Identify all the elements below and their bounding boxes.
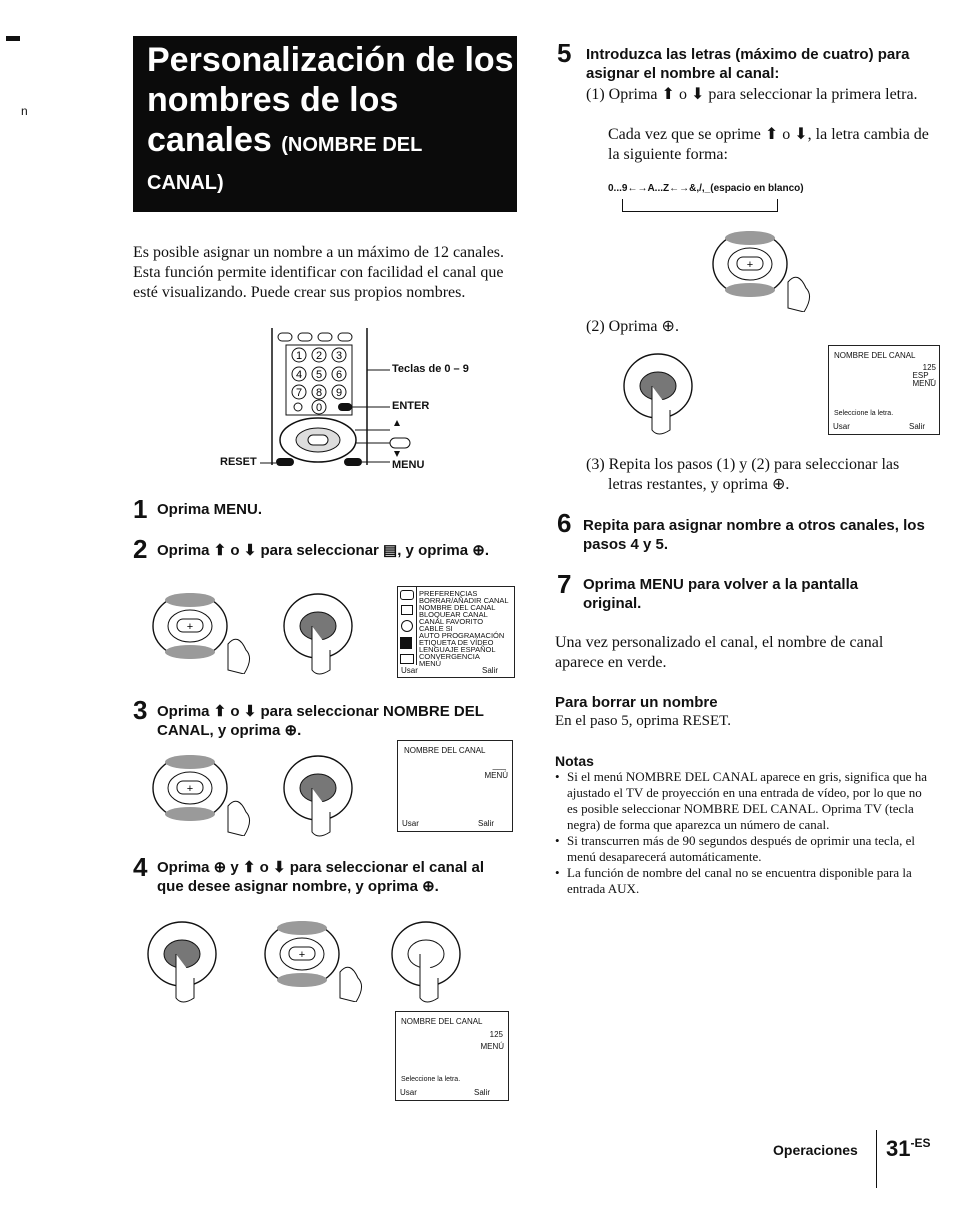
step-4-text: Oprima ⊕ y ⬆ o ⬇ para seleccionar el canal al que desee asignar nombre, y oprima ⊕. <box>157 859 485 895</box>
step-1-number: 1 <box>133 494 148 524</box>
menu-footer-left: Usar <box>401 666 418 675</box>
label-reset: RESET <box>220 456 257 468</box>
svg-text:5: 5 <box>315 369 323 381</box>
pad-up-down-icon <box>710 228 830 312</box>
screen-hint: Seleccione la letra. <box>401 1076 461 1083</box>
step-5-text: Introduzca las letras (máximo de cuatro) para asignar el nombre al canal: <box>586 46 910 82</box>
intro-text: Es posible asignar un nombre a un máximo de 12 canales. Esta función permite identificar con facilidad el canal que esté visualizando. Puede crear sus propios nombres. <box>133 244 505 301</box>
step-7-text: Oprima MENU para volver a la pantalla original. <box>583 576 859 612</box>
letter-sequence: 0...9←→A...Z←→&,/,_(espacio en blanco) <box>608 183 804 194</box>
page-title <box>147 40 517 165</box>
note-item: • Si transcurren más de 90 segundos después de oprimir una tecla, el menú desaparecerá automáticamente. <box>555 833 935 865</box>
title-sub: (NOMBRE DEL <box>281 134 423 156</box>
screen-footer-right: Salir <box>908 422 925 431</box>
remote-illustration <box>220 325 490 475</box>
step-3-number: 3 <box>133 695 148 725</box>
svg-text:+: + <box>186 783 194 795</box>
menu-item[interactable]: BORRAR/AÑADIR CANAL <box>419 596 509 605</box>
name-screen-step4 <box>395 1011 509 1101</box>
step-4-number: 4 <box>133 852 148 882</box>
menu-item[interactable]: AUTO PROGRAMACIÓN <box>419 631 505 640</box>
footer-section: Operaciones <box>773 1142 858 1158</box>
screen-channel: 125 <box>922 363 936 372</box>
step-5-number: 5 <box>557 38 572 68</box>
step-5-sub3: (3) Repita los pasos (1) y (2) para seleccionar las letras restantes, y oprima ⊕. <box>586 456 900 493</box>
notes-list <box>555 769 935 897</box>
note-item: • La función de nombre del canal no se encuentra disponible para la entrada AUX. <box>555 865 935 897</box>
screen-footer-right: Salir <box>473 1088 490 1097</box>
screen-title: NOMBRE DEL CANAL <box>401 1017 483 1026</box>
label-menu: MENU <box>392 459 425 471</box>
pad-up-down-icon <box>150 590 270 674</box>
step-5-sub2: (2) Oprima ⊕. <box>586 318 679 335</box>
screen-value: ___ <box>492 761 506 770</box>
svg-text:8: 8 <box>315 387 323 399</box>
title-main: Personalización de los nombres de los canales <box>147 41 514 159</box>
menu-item[interactable]: CANAL FAVORITO <box>419 617 484 626</box>
title-sub-2: CANAL) <box>147 172 224 194</box>
margin-bar <box>6 36 20 41</box>
label-keys: Teclas de 0 – 9 <box>392 363 469 375</box>
screen-menu: MENÚ <box>480 1042 504 1051</box>
menu-icon-column <box>398 587 417 665</box>
screen-title: NOMBRE DEL CANAL <box>834 351 916 360</box>
menu-item[interactable]: ETIQUETA DE VÍDEO <box>419 638 494 647</box>
screen-footer-left: Usar <box>402 819 419 828</box>
pad-enter-icon <box>282 752 362 842</box>
name-screen-step3 <box>397 740 513 832</box>
footer-divider <box>876 1130 877 1188</box>
step-6-text: Repita para asignar nombre a otros canales, los pasos 4 y 5. <box>583 517 925 553</box>
menu-item[interactable]: CONVERGENCIA <box>419 652 480 661</box>
screen-footer-left: Usar <box>833 422 850 431</box>
page-number <box>886 1136 931 1162</box>
step-2-number: 2 <box>133 534 148 564</box>
screen-footer-right: Salir <box>477 819 494 828</box>
screen-footer-left: Usar <box>400 1088 417 1097</box>
svg-text:3: 3 <box>335 350 343 362</box>
title-block <box>133 36 517 212</box>
svg-text:1: 1 <box>295 350 303 362</box>
page-number-value: 31 <box>886 1136 911 1161</box>
svg-text:0: 0 <box>315 402 323 414</box>
svg-text:4: 4 <box>295 369 303 381</box>
menu-item[interactable]: NOMBRE DEL CANAL <box>419 603 496 612</box>
svg-text:+: + <box>746 259 754 271</box>
step-5-sub1: (1) Oprima ⬆ o ⬇ para seleccionar la primera letra. <box>586 86 918 103</box>
screen-channel: 125 <box>489 1030 503 1039</box>
erase-heading: Para borrar un nombre <box>555 694 718 711</box>
screen-menu: MENÚ <box>484 771 508 780</box>
pad-enter-icon <box>390 918 470 1008</box>
menu-items <box>419 590 509 667</box>
svg-text:+: + <box>186 621 194 633</box>
menu-item[interactable]: BLOQUEAR CANAL <box>419 610 488 619</box>
screen-hint: Seleccione la letra. <box>834 410 894 417</box>
svg-text:6: 6 <box>335 369 343 381</box>
step-5-sub1-detail: Cada vez que se oprime ⬆ o ⬇, la letra cambia de la siguiente forma: <box>608 126 929 163</box>
pad-enter-icon <box>622 350 702 440</box>
menu-item[interactable]: LENGUAJE ESPAÑOL <box>419 645 496 654</box>
svg-text:9: 9 <box>335 387 343 399</box>
step-6-number: 6 <box>557 508 572 538</box>
pad-enter-icon <box>146 918 226 1008</box>
name-screen-step5 <box>828 345 940 435</box>
screen-value: ESP_ <box>912 371 933 380</box>
sequence-bracket <box>622 199 778 212</box>
result-text: Una vez personalizado el canal, el nombre de canal aparece en verde. <box>555 634 884 671</box>
svg-text:+: + <box>298 949 306 961</box>
step-7-number: 7 <box>557 569 572 599</box>
pad-enter-icon <box>282 590 362 680</box>
pad-up-down-icon <box>262 918 382 1002</box>
step-2-text: Oprima ⬆ o ⬇ para seleccionar ▤, y oprima ⊕. <box>157 542 489 559</box>
screen-menu: MENÚ <box>912 379 936 388</box>
page-number-suffix: -ES <box>910 1136 931 1150</box>
menu-item[interactable]: CABLE SI <box>419 624 453 633</box>
pad-up-down-icon <box>150 752 270 836</box>
label-enter: ENTER <box>392 400 430 412</box>
svg-text:7: 7 <box>295 387 303 399</box>
erase-text: En el paso 5, oprima RESET. <box>555 713 731 729</box>
svg-text:2: 2 <box>315 350 323 362</box>
menu-item[interactable]: PREFERENCIAS <box>419 589 478 598</box>
margin-mark: n <box>21 104 28 118</box>
menu-screen <box>397 586 515 678</box>
menu-item[interactable]: MENÚ <box>419 659 442 668</box>
step-3-text: Oprima ⬆ o ⬇ para seleccionar NOMBRE DEL CANAL, y oprima ⊕. <box>157 703 484 739</box>
step-1-text: Oprima MENU. <box>157 501 263 518</box>
note-item: • Si el menú NOMBRE DEL CANAL aparece en gris, significa que ha ajustado el TV de proyección en una entrada de vídeo, por lo que no es posible seleccionar NOMBRE DEL CANAL. Oprima TV (tecla negra) de forma que aparezca un número de canal. <box>555 769 935 833</box>
screen-title: NOMBRE DEL CANAL <box>404 746 486 755</box>
menu-footer-right: Salir <box>481 666 498 675</box>
notes-heading: Notas <box>555 753 594 769</box>
